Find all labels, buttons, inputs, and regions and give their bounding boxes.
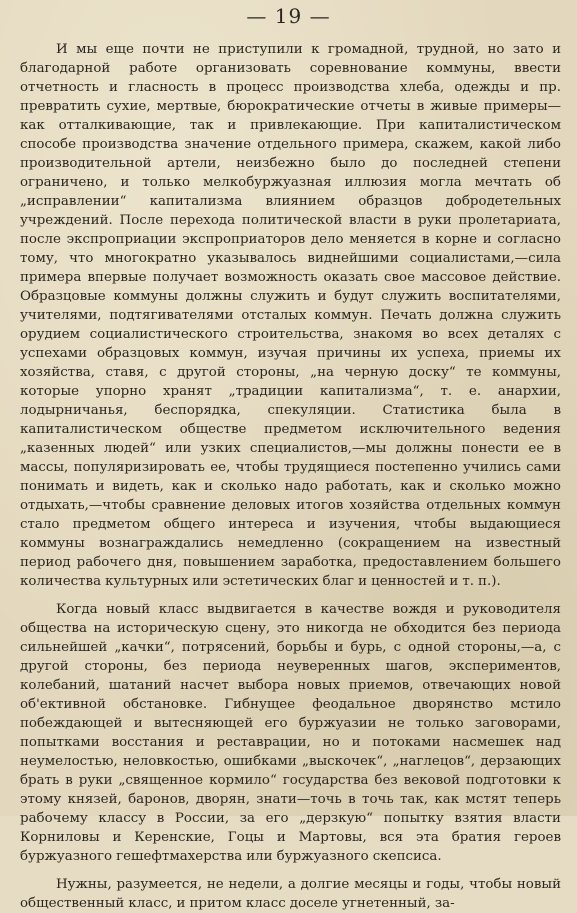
paragraph-3: Нужны, разумеется, не недели, а долгие месяцы и годы, чтобы новый общественный класс, и притом класс доселе угнетенный, за-: [20, 877, 561, 911]
paragraph-2: Когда новый класс выдвигается в качестве вождя и руководителя общества на историческую сцену, это никогда не обходится без периода сильнейшей „качки“, потрясений, борьбы и бурь, с одной стороны,—а, с другой стороны, без периода неуверенных шагов, экспериментов, колебаний, шатаний насчет выбора новых приемов, отвечающих новой об'ективной обстановке. Гибнущее феодальное дворянство мстило побеждающей и вытесняющей его буржуазии не только заговорами, попытками восстания и реставрации, но и потоками насмешек над неумелостью, неловкостью, ошибками „выскочек“, „наглецов“, дерзающих брать в руки „священное кормило“ государства без вековой подготовки к этому князей, баронов, дворян, знати—точь в точь так, как мстят теперь рабочему классу в России, за его „дерзкую“ попытку взятия власти Корниловы и Керенские, Гоцы и Мартовы, вся эта братия героев буржуазного гешефтмахерства или буржуазного скепсиса.: [20, 602, 561, 864]
body-text: [20, 40, 561, 913]
paragraph-1: И мы еще почти не приступили к громадной, трудной, но зато и благодарной работе организовать соревнование коммуны, ввести отчетность и гласность в процесс производства хлеба, одежды и пр. превратить сухие, мертвые, бюрократические отчеты в живые примеры—как отталкивающие, так и привлекающие. При капиталистическом способе производства значение отдельного примера, скажем, какой либо производительной артели, неизбежно было до последней степени ограничено, и только мелкобуржуазная иллюзия могла мечтать об „исправлении“ капитализма влиянием образцов добродетельных учреждений. После перехода политической власти в руки пролетариата, после экспроприации экспроприаторов дело меняется в корне и согласно тому, что многократно указывалось виднейшими социалистами,—сила примера впервые получает возможность оказать свое массовое действие. Образцовые коммуны должны служить и будут служить воспитателями, учителями, подтягивателями отсталых коммун. Печать должна служить орудием социалистического строительства, знакомя во всех деталях с успехами образцовых коммун, изучая причины их успеха, приемы их хозяйства, ставя, с другой стороны, „на черную доску“ те коммуны, которые упорно хранят „традиции капитализма“, т. е. анархии, лодырничанья, беспорядка, спекуляции. Статистика была в капиталистическом обществе предметом исключительного ведения „казенных людей“ или узких специалистов,—мы должны понести ее в массы, популяризировать ее, чтобы трудящиеся постепенно учились сами понимать и видеть, как и сколько надо работать, как и сколько можно отдыхать,—чтобы сравнение деловых итогов хозяйства отдельных коммун стало предметом общего интереса и изучения, чтобы выдающиеся коммуны вознаграждались немедленно (сокращением на известный период рабочего дня, повышением заработка, предоставлением большего количества культурных или эстетических благ и ценностей и т. п.).: [20, 42, 561, 589]
page-number: — 19 —: [246, 4, 331, 28]
